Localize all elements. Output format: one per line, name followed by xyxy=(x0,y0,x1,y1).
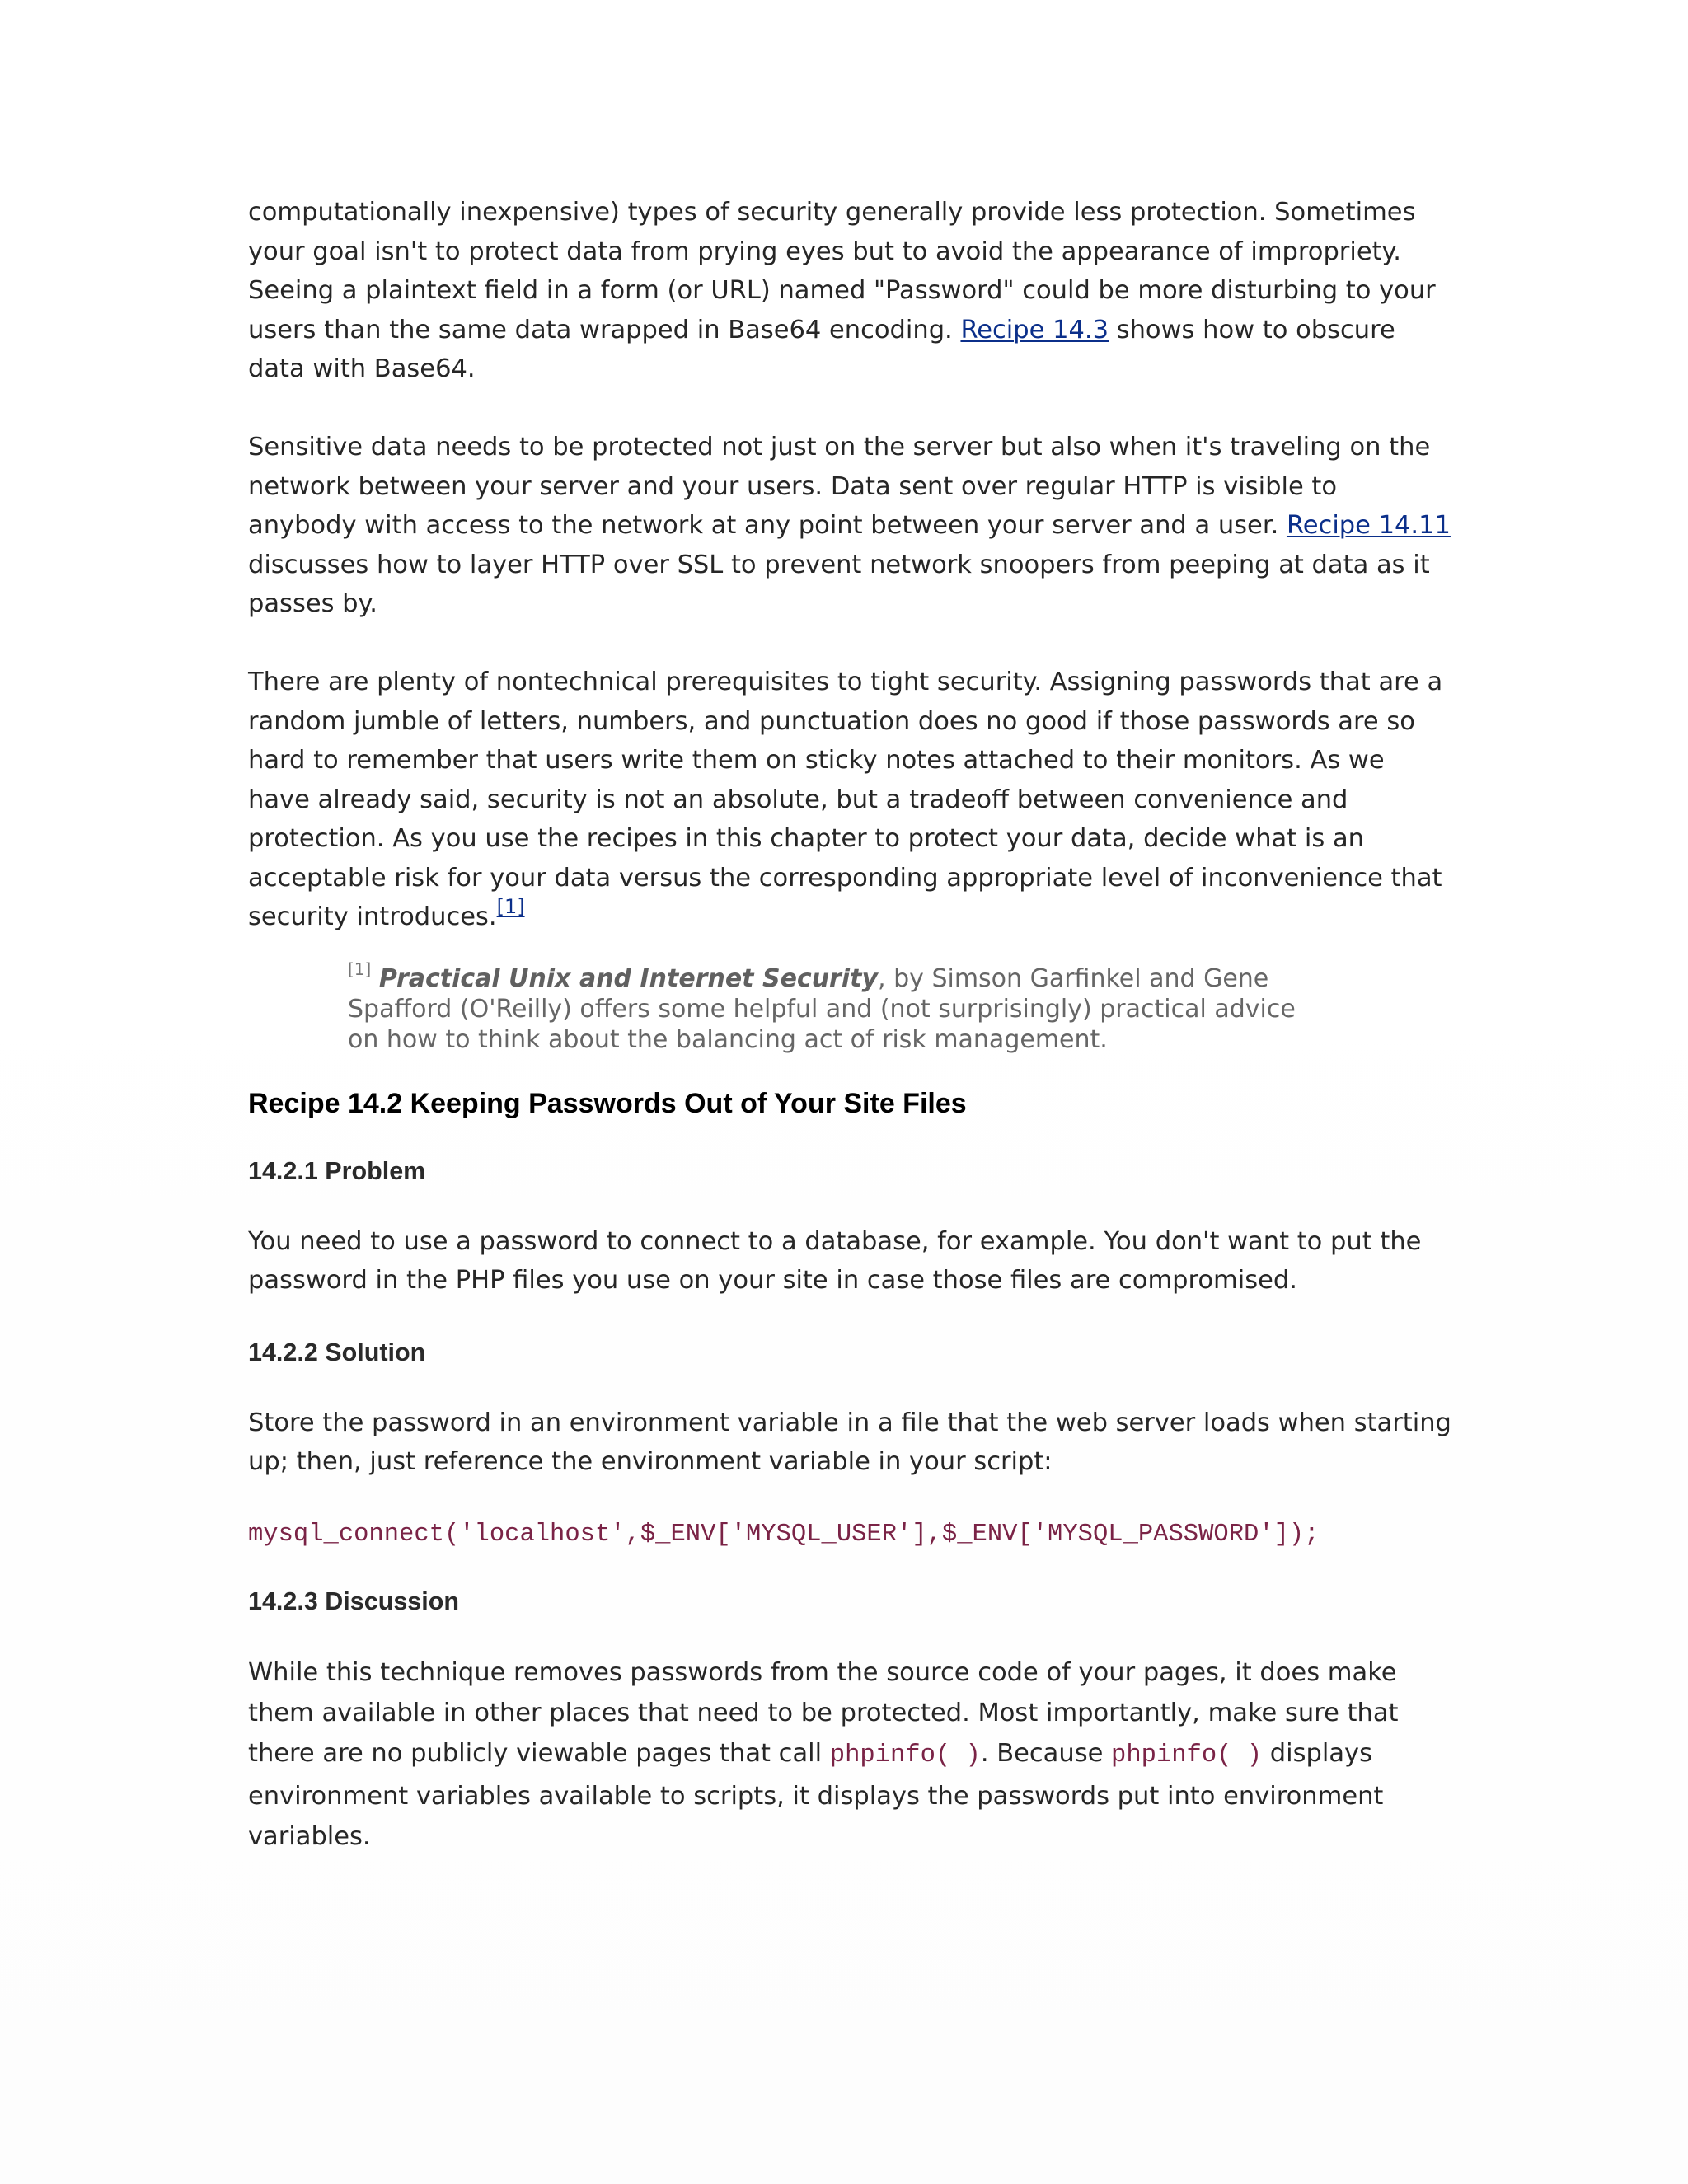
footnote-body: , by Simson Garfinkel and Gene Spafford (O'Reilly) offers some helpful and (not surprisingly) practical advice on how to think about the balancing act of risk management. xyxy=(348,963,1296,1054)
paragraph-nontechnical xyxy=(248,663,1451,937)
problem-heading: 14.2.1 Problem xyxy=(248,1156,426,1185)
paragraph-text: There are plenty of nontechnical prerequisites to tight security. Assigning passwords that are a random jumble of letters, numbers, and punctuation does no good if those passwords are so hard to remember that users write them on sticky notes attached to their monitors. As we have already said, security is not an absolute, but a tradeoff between convenience and protection. As you use the recipes in this chapter to protect your data, decide what is an acceptable risk for your data versus the corresponding appropriate level of inconvenience that security introduces. xyxy=(248,668,1443,931)
footnote-ref-link[interactable]: [1] xyxy=(496,895,525,918)
footnote-marker: [1] xyxy=(348,958,372,979)
paragraph-text: shows how to obscure data with Base64. xyxy=(248,315,1395,383)
solution-text: Store the password in an environment variable in a file that the web server loads when starting up; then, just reference the environment variable in your script: xyxy=(248,1408,1451,1476)
paragraph-text: discusses how to layer HTTP over SSL to prevent network snoopers from peeping at data as it passes by. xyxy=(248,550,1430,618)
paragraph-text: While this technique removes passwords from the source code of your pages, it does make them available in other places that need to be protected. Most importantly, make sure that there are no publicly viewable pages that call xyxy=(248,1657,1399,1768)
paragraph-base64 xyxy=(248,193,1451,389)
paragraph-ssl xyxy=(248,428,1451,624)
link-recipe-14-11[interactable]: Recipe 14.11 xyxy=(1286,511,1451,540)
footnote-book-title: Practical Unix and Internet Security xyxy=(378,963,879,993)
document-content xyxy=(248,193,1451,1857)
paragraph-text: displays environment variables available to scripts, it displays the passwords put into environment variables. xyxy=(248,1738,1384,1851)
footnote-block xyxy=(348,958,1304,1055)
solution-heading: 14.2.2 Solution xyxy=(248,1338,426,1366)
link-recipe-14-3[interactable]: Recipe 14.3 xyxy=(960,315,1109,344)
paragraph-text: computationally inexpensive) types of security generally provide less protection. Sometimes your goal isn't to protect data from prying eyes but to avoid the appearance of impropriety. Seeing a plaintext field in a form (or URL) named "Password" could be more disturbing to your users than the same data wrapped in Base64 encoding. xyxy=(248,198,1436,344)
problem-text: You need to use a password to connect to a database, for example. You don't want to put the password in the PHP files you use on your site in case those files are compromised. xyxy=(248,1226,1422,1295)
discussion-text xyxy=(248,1652,1451,1857)
footnote-text xyxy=(348,958,1304,1055)
paragraph-text: . Because xyxy=(980,1738,1112,1768)
discussion-heading: 14.2.3 Discussion xyxy=(248,1586,459,1615)
paragraph-text: Sensitive data needs to be protected not just on the server but also when it's traveling on the network between your server and your users. Data sent over regular HTTP is visible to anybody with access to the network at any point between your server and a user. xyxy=(248,433,1431,540)
inline-code-phpinfo: phpinfo( ) xyxy=(1111,1741,1263,1769)
inline-code-phpinfo: phpinfo( ) xyxy=(829,1741,981,1769)
recipe-title: Recipe 14.2 Keeping Passwords Out of Your Site Files xyxy=(248,1087,967,1119)
code-block: mysql_connect('localhost',$_ENV['MYSQL_USER'],$_ENV['MYSQL_PASSWORD']); xyxy=(248,1520,1320,1549)
